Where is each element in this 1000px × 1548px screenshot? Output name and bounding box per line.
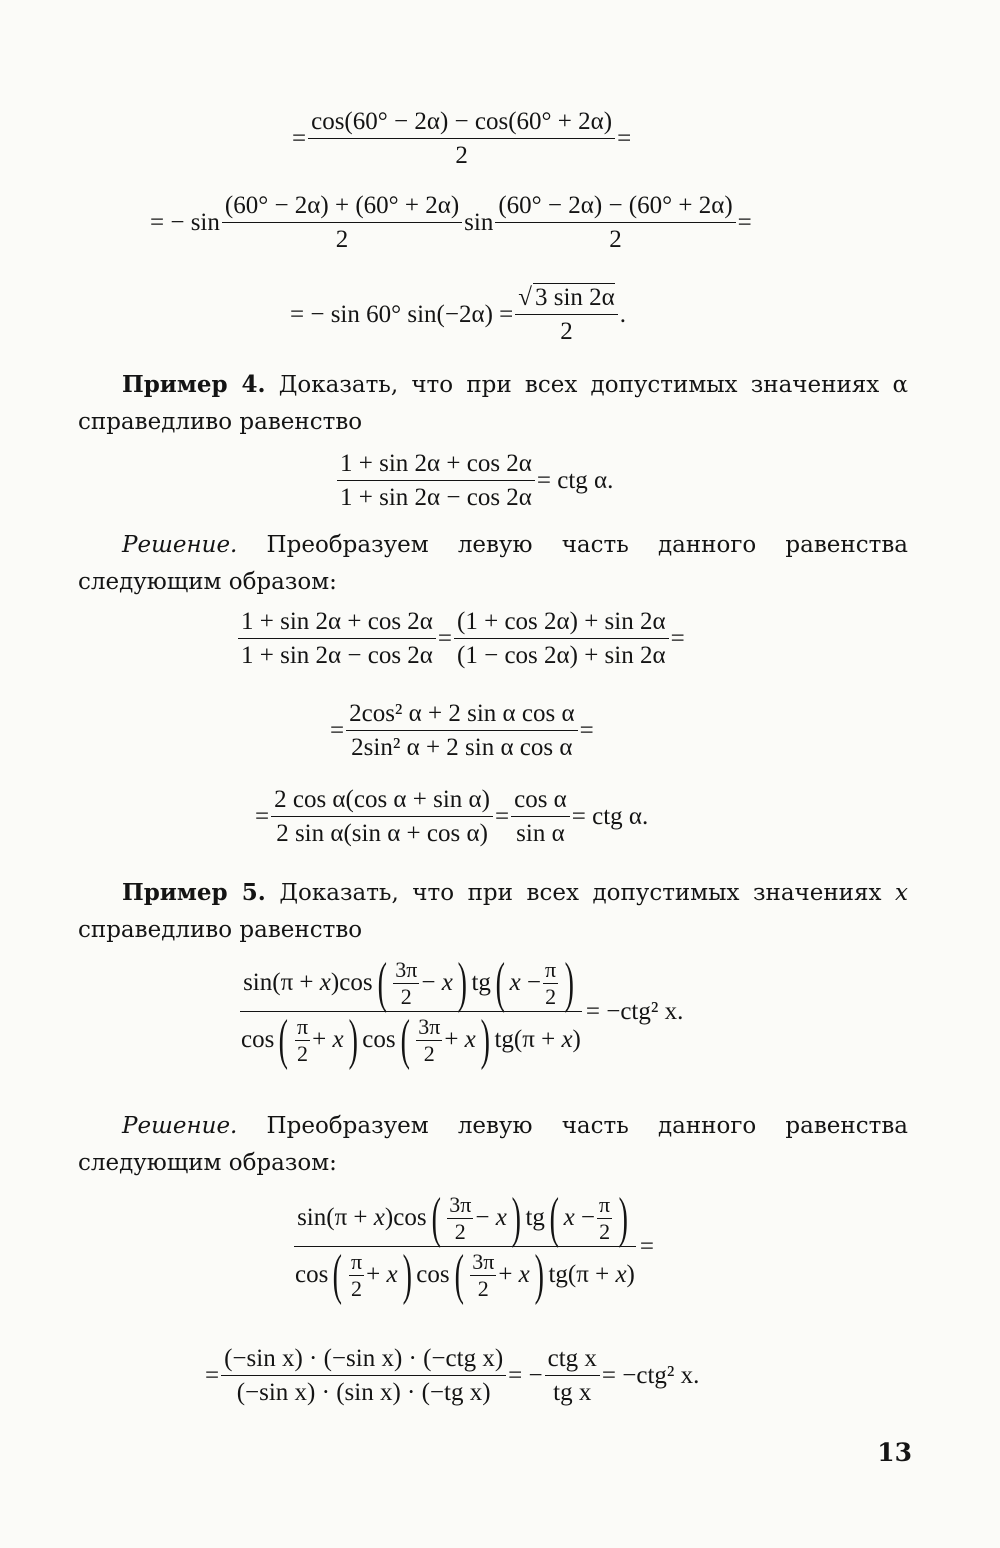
example-5-text-2: справедливо равенство bbox=[78, 917, 363, 943]
fraction bbox=[337, 450, 535, 512]
example-4-text: Доказать, что при всех допустимых значениях α справедливо равенство bbox=[78, 372, 909, 435]
numerator: (60° − 2α) + (60° + 2α) bbox=[222, 192, 462, 223]
example-5-label: Пример 5. bbox=[122, 879, 266, 906]
numerator: 2 cos α(cos α + sin α) bbox=[271, 786, 493, 817]
numerator: ctg x bbox=[545, 1345, 600, 1376]
numerator: 2cos² α + 2 sin α cos α bbox=[346, 700, 577, 731]
solution-text: Преобразуем левую часть данного равенства следующим образом: bbox=[78, 1113, 908, 1176]
equation-left: = − sin 60° sin(−2α) = bbox=[290, 300, 514, 328]
solution-4-step-1: $\frac{1 + \sin 2\alpha + \cos 2\alpha}{1 + \sin 2\alpha - \cos 2\alpha}$ = $\frac{(1 + \cos 2\alpha) + \sin 2\alpha}{(1 - \cos 2\alpha) + \sin 2\alpha}$ = bbox=[236, 608, 685, 670]
example-5-statement bbox=[78, 874, 908, 949]
denominator: 2 bbox=[609, 226, 622, 253]
example-5-text: Доказать, что при всех допустимых значениях bbox=[265, 880, 882, 906]
denominator: 1 + sin 2α − cos 2α bbox=[241, 642, 433, 669]
denominator: 2 sin α(sin α + cos α) bbox=[276, 820, 488, 847]
example-4-statement bbox=[78, 366, 908, 441]
numerator: (1 + cos 2α) + sin 2α bbox=[454, 608, 669, 639]
fraction bbox=[271, 786, 493, 848]
sqrt-expression: 3 sin 2α bbox=[534, 284, 615, 311]
denominator: (−sin x) · (sin x) · (−tg x) bbox=[236, 1379, 491, 1406]
example-4-label: Пример 4. bbox=[122, 371, 266, 398]
equation-line-1: = $\frac{\cos(60^\circ - 2\alpha) - \cos(60^\circ + 2\alpha)}{2}$ = bbox=[292, 108, 632, 169]
page-number: 13 bbox=[877, 1438, 912, 1467]
solution-5-step-2: = $\frac{\text{(−sin x) · (−sin x) · (−ctg x)}}{\text{(−sin x) · (sin x) · (−tg x)}}$ = − $\frac{\text{ctg x}}{\text{tg x}}$ = −ctg² x. bbox=[205, 1345, 700, 1406]
equation-line-2: = − sin $\frac{(60^\circ - 2\alpha) + (60^\circ + 2\alpha)}{2}$ sin $\frac{(60^\circ - 2\alpha) - (60^\circ + 2\alpha)}{2}$ = bbox=[150, 192, 752, 253]
equation-right: = ctg α. bbox=[536, 467, 614, 494]
denominator: 2 bbox=[560, 318, 573, 345]
fraction bbox=[292, 1187, 638, 1306]
denominator: 2 bbox=[335, 226, 349, 253]
equation-line-3: = − sin 60° sin(−2α) = √ 3 sin 2α 2 . bbox=[290, 283, 627, 345]
fraction bbox=[222, 192, 462, 254]
numerator: √ 3 sin 2α bbox=[515, 283, 618, 315]
fraction bbox=[454, 608, 669, 670]
solution-label: Решение. bbox=[122, 1113, 238, 1139]
example-5-equation bbox=[236, 952, 684, 1071]
variable-x: x bbox=[895, 880, 909, 906]
fraction bbox=[515, 283, 618, 346]
solution-4-step-3: = $\frac{\text{2 cos α(cos α + sin α)}}{\text{2 sin α(sin α + cos α)}}$ = $\frac{\text{cos α}}{\text{sin α}}$ = ctg α. bbox=[255, 786, 649, 847]
fraction bbox=[545, 1345, 600, 1407]
numerator: sin(π + x)cos ( 3π 2 − x ) tg ( x − $\frac{\pi}{2}$ ) bbox=[294, 1190, 636, 1247]
example-4-equation bbox=[335, 450, 613, 512]
solution-4-step-2: = $\frac{\text{2cos² α + 2 sin α cos α}}{\text{2sin² α + 2 sin α cos α}}$ = bbox=[330, 700, 594, 761]
equation-right: = −ctg² x. bbox=[585, 997, 684, 1025]
denominator: 1 + sin 2α − cos 2α bbox=[340, 484, 532, 511]
solution-label: Решение. bbox=[122, 532, 238, 558]
denominator: 2sin² α + 2 sin α cos α bbox=[351, 734, 573, 761]
denominator: cos ( π 2 + x ) cos ( 3π 2 + x ) tg(π + x) bbox=[295, 1244, 635, 1306]
solution-text: Преобразуем левую часть данного равенства следующим образом: bbox=[78, 532, 908, 595]
denominator: tg x bbox=[553, 1379, 592, 1406]
fraction bbox=[511, 786, 570, 848]
numerator: (−sin x) · (−sin x) · (−ctg x) bbox=[221, 1345, 506, 1376]
numerator: 1 + sin 2α + cos 2α bbox=[337, 450, 535, 481]
fraction bbox=[221, 1345, 506, 1407]
denominator: cos ( π 2 + x ) cos ( 3π 2 + x ) tg(π + x) bbox=[241, 1009, 581, 1071]
fraction bbox=[346, 700, 577, 762]
denominator: (1 − cos 2α) + sin 2α bbox=[457, 642, 666, 669]
fraction bbox=[238, 608, 436, 670]
example-4-solution bbox=[78, 527, 908, 601]
numerator: cos(60° − 2α) − cos(60° + 2α) bbox=[308, 108, 615, 139]
fraction bbox=[495, 192, 735, 254]
denominator: 2 bbox=[455, 142, 468, 169]
numerator: 1 + sin 2α + cos 2α bbox=[238, 608, 436, 639]
equation-right: = −ctg² x. bbox=[601, 1362, 700, 1389]
denominator: sin α bbox=[516, 820, 565, 847]
fraction bbox=[238, 952, 584, 1071]
numerator: (60° − 2α) − (60° + 2α) bbox=[495, 192, 735, 223]
numerator: cos α bbox=[511, 786, 570, 817]
example-5-solution bbox=[78, 1108, 908, 1182]
equation-right: = ctg α. bbox=[571, 803, 649, 830]
numerator: sin(π + x)cos ( 3π 2 − x ) tg ( x − $\frac{\pi}{2}$ ) bbox=[240, 955, 582, 1012]
fraction bbox=[308, 108, 615, 170]
solution-5-step-1: sin(π + x)cos ( 3π 2 − x ) tg ( x − $\frac{\pi}{2}$ ) cos ( π 2 + x ) cos ( 3π 2 + x ) tg(π + x) = bbox=[290, 1190, 654, 1303]
